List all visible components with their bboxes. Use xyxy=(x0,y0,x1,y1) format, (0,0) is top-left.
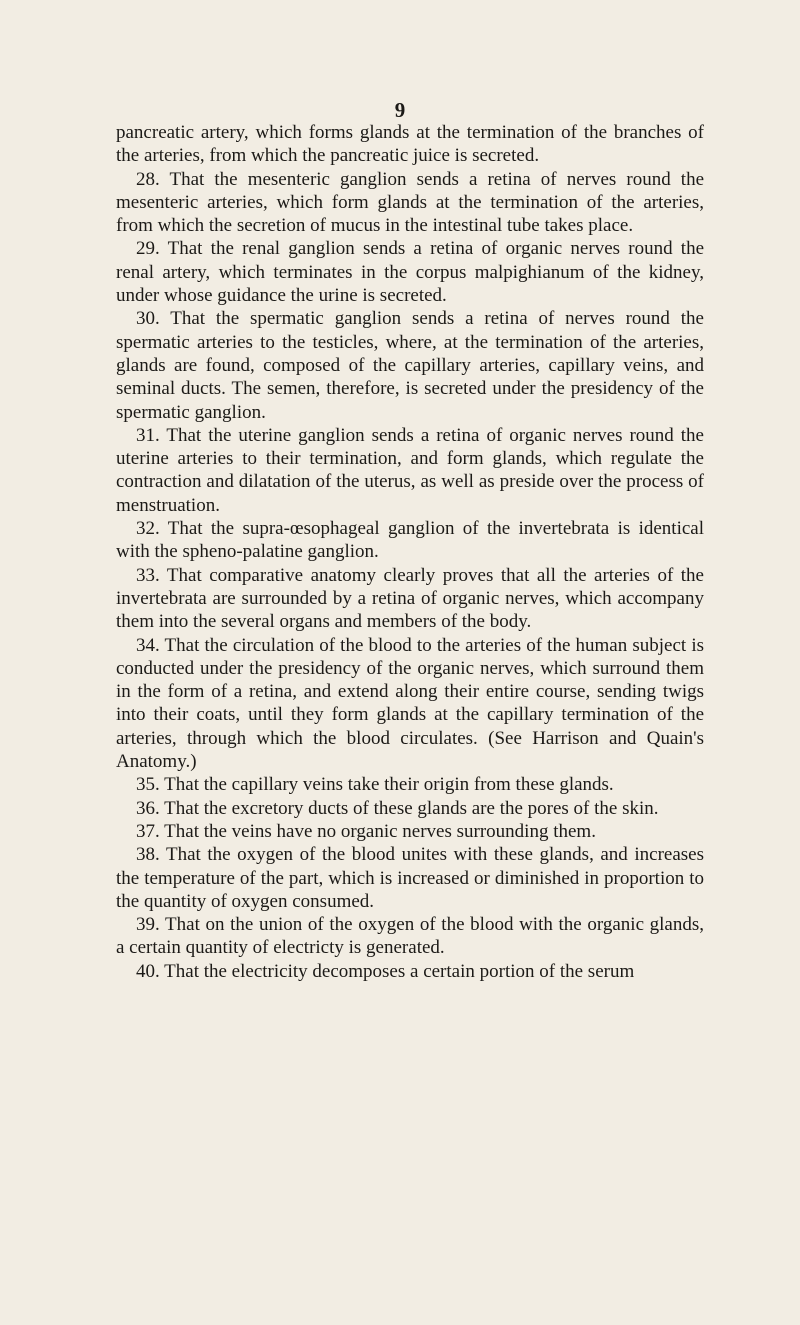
paragraph-40: 40. That the electricity decomposes a certain portion of the serum xyxy=(136,960,635,982)
paragraph-34: 34. That the circulation of the blood to the arteries of the human subject is conducted under the presidency of the organic nerves, which surround them in the form of a retina, and extend along their entire course, sending twigs into their coats, until they form glands at the capillary termination of the arteries, through which the blood circulates. (See Harrison and Quain's Anatomy.) xyxy=(116,634,704,773)
page-number: 9 xyxy=(394,98,406,122)
paragraph-36: 36. That the excretory ducts of these glands are the pores of the skin. xyxy=(136,797,659,819)
paragraph-28: 28. That the mesenteric ganglion sends a retina of nerves round the mesenteric arteries, which form glands at the termination of the arteries, from which the secretion of mucus in the intestinal tube takes place. xyxy=(116,168,704,237)
paragraph-continued: pancreatic artery, which forms glands at the termination of the branches of the arteries, from which the pancreatic juice is secreted. xyxy=(116,122,704,167)
paragraph-38: 38. That the oxygen of the blood unites with these glands, and increases the temperature of the part, which is increased or diminished in proportion to the quantity of oxygen consumed. xyxy=(116,844,704,912)
paragraph-31: 31. That the uterine ganglion sends a retina of organic nerves round the uterine arteries to their termination, and form glands, which regulate the contraction and dilatation of the uterus, as well as preside over the process of menstruation. xyxy=(116,424,704,516)
body-text xyxy=(116,121,704,983)
paragraph-33: 33. That comparative anatomy clearly proves that all the arteries of the invertebrata are surrounded by a retina of organic nerves, which accompany them into the several organs and members of the body. xyxy=(116,564,704,633)
paragraph-29: 29. That the renal ganglion sends a retina of organic nerves round the renal artery, which terminates in the corpus malpighianum of the kidney, under whose guidance the urine is secreted. xyxy=(116,238,704,307)
paragraph-32: 32. That the supra-œsophageal ganglion of the invertebrata is identical with the spheno-palatine ganglion. xyxy=(116,518,704,563)
paragraph-37: 37. That the veins have no organic nerves surrounding them. xyxy=(136,820,596,842)
paragraph-39: 39. That on the union of the oxygen of the blood with the organic glands, a certain quantity of electricty is generated. xyxy=(116,914,704,959)
paragraph-35: 35. That the capillary veins take their origin from these glands. xyxy=(136,774,614,796)
paragraph-30: 30. That the spermatic ganglion sends a retina of nerves round the spermatic arteries to the testicles, where, at the termination of the arteries, glands are found, composed of the capillary arteries, capillary veins, and seminal ducts. The semen, therefore, is secreted under the presidency of the spermatic ganglion. xyxy=(116,308,704,423)
